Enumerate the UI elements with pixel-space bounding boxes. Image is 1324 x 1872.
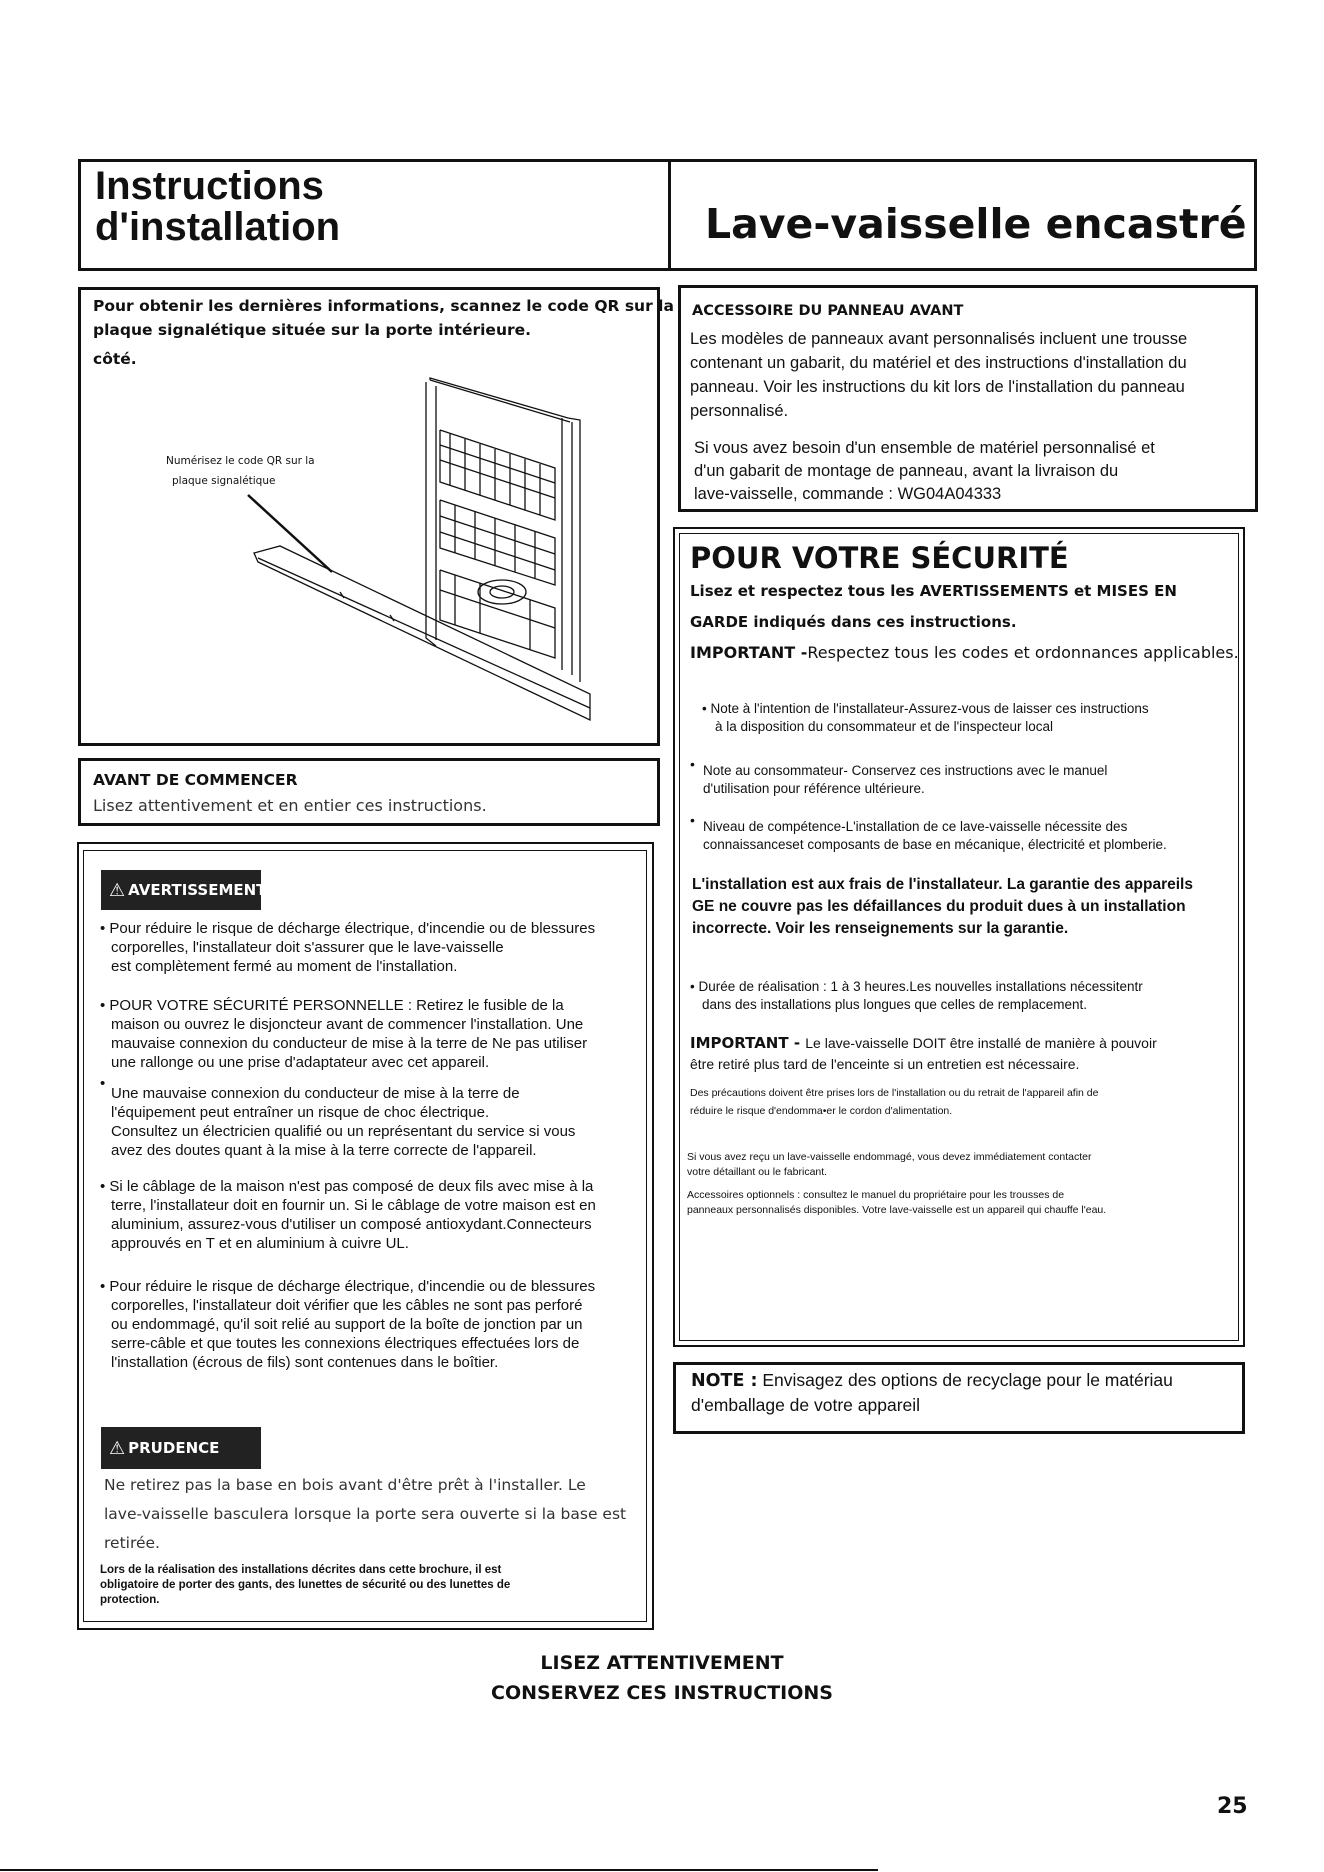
safety-important-2 xyxy=(690,1034,1157,1052)
line: Les modèles de panneaux avant personnalisés incluent une trousse xyxy=(690,330,1188,348)
important-label: IMPORTANT - xyxy=(690,643,808,662)
avant-box xyxy=(78,758,660,826)
line: • Pour réduire le risque de décharge électrique, d'incendie ou de blessures xyxy=(100,1278,596,1295)
page-number: 25 xyxy=(1217,1794,1248,1819)
safety-note-2 xyxy=(703,762,1107,798)
line: corporelles, l'installateur doit vérifier que les câbles ne sont pas perforé xyxy=(111,1297,583,1314)
line: Lors de la réalisation des installations décrites dans cette brochure, il est xyxy=(100,1564,502,1576)
title-line1: Instructions xyxy=(95,164,324,208)
important2-label: IMPORTANT - xyxy=(690,1034,806,1052)
note-text: Envisagez des options de recyclage pour le matériau xyxy=(757,1370,1173,1390)
line: une rallonge ou une prise d'adaptateur avec cet appareil. xyxy=(111,1054,490,1071)
line: incorrecte. Voir les renseignements sur la garantie. xyxy=(692,920,1069,937)
line: obligatoire de porter des gants, des lunettes de sécurité ou des lunettes de xyxy=(100,1579,511,1591)
avant-text: Lisez attentivement et en entier ces instructions. xyxy=(93,796,487,815)
line: mauvaise connexion du conducteur de mise à la terre de Ne pas utiliser xyxy=(111,1035,588,1052)
line: lave-vaisselle, commande : WG04A04333 xyxy=(694,485,1002,503)
prudence-badge xyxy=(101,1427,261,1469)
important2-text: Le lave-vaisselle DOIT être installé de manière à pouvoir xyxy=(805,1035,1157,1051)
line: GE ne couvre pas les défaillances du produit dues à un installation xyxy=(692,898,1186,915)
line: terre, l'installateur doit en fournir un. Si le câblage de votre maison est en xyxy=(111,1197,596,1214)
accessory-p2 xyxy=(694,437,1155,506)
line: panneau. Voir les instructions du kit lors de l'installation du panneau xyxy=(690,378,1185,396)
qr-callout-line1: Numérisez le code QR sur la xyxy=(166,455,315,467)
line: protection. xyxy=(100,1594,160,1606)
warning-bullet-2 xyxy=(100,996,587,1072)
line: Accessoires optionnels : consultez le manuel du propriétaire pour les trousses de xyxy=(687,1189,1065,1201)
line: L'installation est aux frais de l'installateur. La garantie des appareils xyxy=(692,876,1193,893)
warning-bullet-1 xyxy=(100,919,595,976)
installation-cost-notice xyxy=(692,874,1193,940)
avant-title: AVANT DE COMMENCER xyxy=(93,771,298,789)
line: l'installation (écrous de fils) sont contenues dans le boîtier. xyxy=(111,1354,499,1371)
safety-title: POUR VOTRE SÉCURITÉ xyxy=(690,541,1069,575)
safety-sub2: GARDE indiqués dans ces instructions. xyxy=(690,613,1017,631)
qr-callout-line2: plaque signalétique xyxy=(172,475,276,487)
document-title xyxy=(95,166,340,248)
line: connaissanceset composants de base en mécanique, électricité et plomberie. xyxy=(703,837,1167,852)
prudence-label: PRUDENCE xyxy=(128,1439,220,1457)
qr-text-line2: plaque signalétique située sur la porte intérieure. xyxy=(93,321,532,339)
safety-small-3 xyxy=(687,1188,1106,1218)
qr-text-line1: Pour obtenir les dernières informations, scannez le code QR sur la xyxy=(93,297,674,315)
safety-note-3 xyxy=(703,818,1167,854)
caution-triangle-icon: ⚠ xyxy=(109,1437,126,1459)
line: d'un gabarit de montage de panneau, avant la livraison du xyxy=(694,462,1119,480)
qr-text-line3: côté. xyxy=(93,350,137,368)
line: Une mauvaise connexion du conducteur de mise à la terre de xyxy=(111,1085,520,1102)
safety-small-1 xyxy=(690,1084,1099,1120)
line: Si vous avez besoin d'un ensemble de matériel personnalisé et xyxy=(694,439,1155,457)
line: ou endommagé, qu'il soit relié au support de la boîte de jonction par un xyxy=(111,1316,583,1333)
footer-line2: CONSERVEZ CES INSTRUCTIONS xyxy=(491,1682,833,1704)
line: approuvés en T et en aluminium à cuivre UL. xyxy=(111,1235,409,1252)
important-text: Respectez tous les codes et ordonnances applicables. xyxy=(807,643,1239,662)
line: • Durée de réalisation : 1 à 3 heures.Les nouvelles installations nécessitentr xyxy=(690,979,1143,994)
bullet-dot: • xyxy=(690,812,695,828)
line: serre-câble et que toutes les connexions électriques effectuées lors de xyxy=(111,1335,580,1352)
line: personnalisé. xyxy=(690,402,789,420)
line: l'équipement peut entraîner un risque de choc électrique. xyxy=(111,1104,490,1121)
bottom-rule xyxy=(0,1869,878,1871)
avertissement-badge xyxy=(101,870,267,910)
line: avez des doutes quant à la mise à la terre correcte de l'appareil. xyxy=(111,1142,537,1159)
warning-triangle-icon: ⚠ xyxy=(109,879,126,901)
line: à la disposition du consommateur et de l'inspecteur local xyxy=(715,719,1054,734)
product-title: Lave-vaisselle encastré xyxy=(705,200,1247,248)
line: Niveau de compétence-L'installation de ce lave-vaisselle nécessite des xyxy=(703,819,1128,834)
warning-bullet-5 xyxy=(100,1277,595,1372)
bullet-dot: • xyxy=(690,756,695,772)
line: d'utilisation pour référence ultérieure. xyxy=(703,781,925,796)
line: • Note à l'intention de l'installateur-Assurez-vous de laisser ces instructions xyxy=(702,701,1149,716)
prudence-line2: lave-vaisselle basculera lorsque la porte sera ouverte si la base est xyxy=(104,1505,627,1523)
warning-bullet-3 xyxy=(111,1084,575,1160)
prudence-line3: retirée. xyxy=(104,1534,160,1552)
line: Si vous avez reçu un lave-vaisselle endommagé, vous devez immédiatement contacter xyxy=(687,1151,1092,1163)
safety-small-2 xyxy=(687,1150,1091,1180)
gloves-notice xyxy=(100,1563,510,1608)
line: Note au consommateur- Conservez ces instructions avec le manuel xyxy=(703,763,1108,778)
dishwasher-illustration xyxy=(240,370,620,730)
line: Des précautions doivent être prises lors de l'installation ou du retrait de l'appareil afin de xyxy=(690,1087,1099,1099)
line: maison ou ouvrez le disjoncteur avant de commencer l'installation. Une xyxy=(111,1016,584,1033)
line: Consultez un électricien qualifié ou un représentant du service si vous xyxy=(111,1123,576,1140)
line: votre détaillant ou le fabricant. xyxy=(687,1166,828,1178)
line: • POUR VOTRE SÉCURITÉ PERSONNELLE : Retirez le fusible de la xyxy=(100,997,564,1014)
line: corporelles, l'installateur doit s'assurer que le lave-vaisselle xyxy=(111,939,504,956)
note-line2: d'emballage de votre appareil xyxy=(691,1395,921,1415)
line: aluminium, assurez-vous d'utiliser un composé antioxydant.Connecteurs xyxy=(111,1216,592,1233)
safety-sub1: Lisez et respectez tous les AVERTISSEMENTS et MISES EN xyxy=(690,582,1177,600)
warning-bullet-4 xyxy=(100,1177,596,1253)
avertissement-label: AVERTISSEMENT xyxy=(128,881,267,899)
line: réduire le risque d'endomma•er le cordon d'alimentation. xyxy=(690,1105,953,1117)
safety-note-1 xyxy=(702,700,1149,736)
accessory-title: ACCESSOIRE DU PANNEAU AVANT xyxy=(692,303,964,319)
note-line1 xyxy=(691,1370,1173,1391)
note-label: NOTE : xyxy=(691,1371,758,1391)
footer-line1: LISEZ ATTENTIVEMENT xyxy=(540,1652,784,1674)
line: contenant un gabarit, du matériel et des instructions d'installation du xyxy=(690,354,1187,372)
safety-important-2-line2: être retiré plus tard de l'enceinte si un entretien est nécessaire. xyxy=(690,1056,1080,1072)
line: • Si le câblage de la maison n'est pas composé de deux fils avec mise à la xyxy=(100,1178,594,1195)
prudence-line1: Ne retirez pas la base en bois avant d'être prêt à l'installer. Le xyxy=(104,1476,586,1494)
title-line2: d'installation xyxy=(95,205,341,249)
line: dans des installations plus longues que celles de remplacement. xyxy=(702,997,1087,1012)
bullet-dot: • xyxy=(100,1075,106,1092)
safety-duration xyxy=(690,978,1143,1014)
line: est complètement fermé au moment de l'installation. xyxy=(111,958,458,975)
line: panneaux personnalisés disponibles. Votre lave-vaisselle est un appareil qui chauffe l'eau. xyxy=(687,1204,1107,1216)
safety-important xyxy=(690,643,1239,662)
accessory-p1 xyxy=(690,327,1187,423)
line: • Pour réduire le risque de décharge électrique, d'incendie ou de blessures xyxy=(100,920,596,937)
